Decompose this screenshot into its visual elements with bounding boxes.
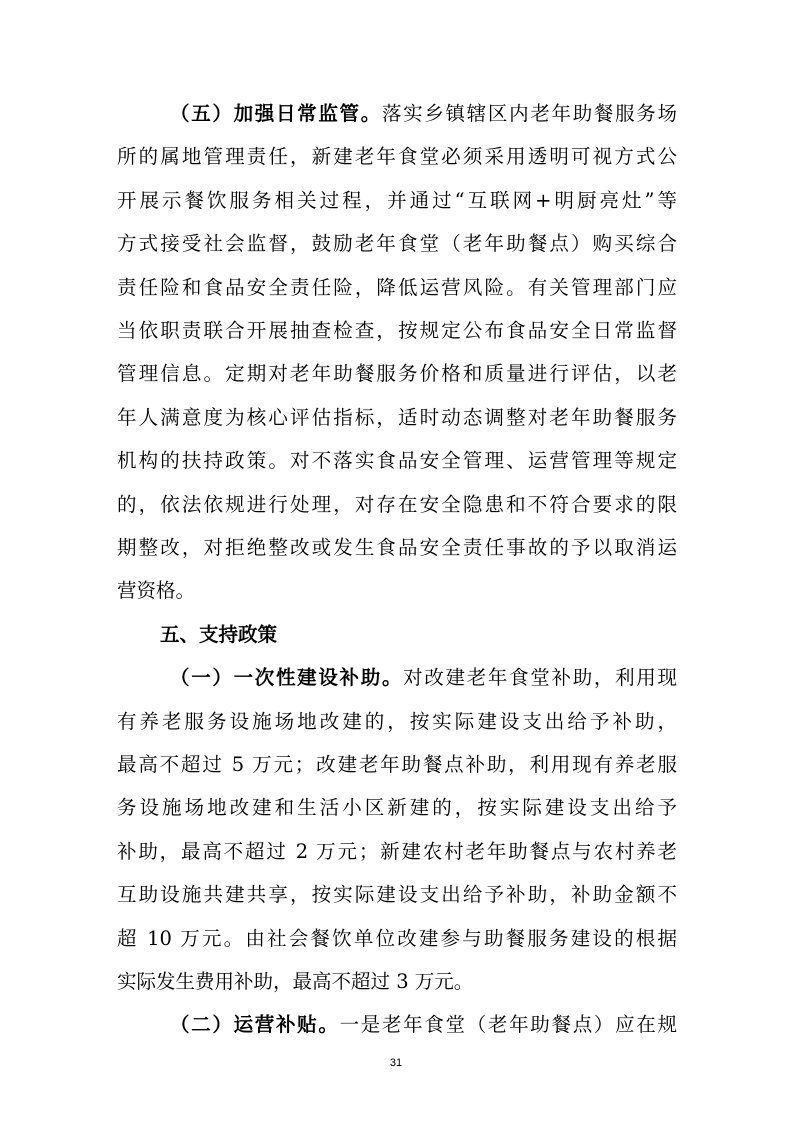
paragraph-line: 所的属地管理责任，新建老年食堂必须采用透明可视方式公 — [117, 145, 677, 169]
paragraph-line: 务设施场地改建和生活小区新建的，按实际建设支出给予 — [117, 796, 677, 820]
paragraph-line: 年人满意度为核心评估指标，适时动态调整对老年助餐服务 — [117, 405, 677, 429]
paragraph-line: 互助设施共建共享，按实际建设支出给予补助，补助金额不 — [117, 883, 677, 907]
paragraph-line: 超 10 万元。由社会餐饮单位改建参与助餐服务建设的根据 — [117, 926, 677, 950]
paragraph-line: 机构的扶持政策。对不落实食品安全管理、运营管理等规定 — [117, 449, 677, 473]
section5-line-1 — [170, 104, 677, 124]
paragraph-line: 补助，最高不超过 2 万元；新建农村老年助餐点与农村养老 — [117, 839, 677, 863]
paragraph-line: 管理信息。定期对老年助餐服务价格和质量进行评估，以老 — [117, 362, 677, 386]
page-number: 31 — [389, 1057, 403, 1069]
paragraph-line: 的，依法依规进行处理，对存在安全隐患和不符合要求的限 — [117, 492, 677, 516]
item1-heading: （一）一次性建设补助。 — [170, 666, 404, 690]
item1-line-1 — [170, 668, 677, 688]
paragraph-line: 营资格。 — [117, 579, 196, 603]
item2-line-1 — [170, 1015, 677, 1035]
item2-heading: （二）运营补贴。 — [170, 1013, 340, 1037]
paragraph-line: 开展示餐饮服务相关过程，并通过“互联网+明厨亮灶”等 — [117, 188, 677, 212]
paragraph-line: 有养老服务设施场地改建的，按实际建设支出给予补助， — [117, 709, 677, 733]
item2-text: 一是老年食堂（老年助餐点）应在规 — [339, 1013, 677, 1037]
section5-heading: （五）加强日常监管。 — [170, 102, 382, 125]
section-heading: 五、支持政策 — [160, 622, 278, 646]
paragraph-line: 实际发生费用补助，最高不超过 3 万元。 — [117, 970, 474, 993]
paragraph-line: 责任险和食品安全责任险，降低运营风险。有关管理部门应 — [117, 275, 677, 299]
paragraph-line: 当依职责联合开展抽查检查，按规定公布食品安全日常监督 — [117, 319, 677, 342]
section5-text: 落实乡镇辖区内老年助餐服务场 — [381, 102, 677, 125]
paragraph-line: 方式接受社会监督，鼓励老年食堂（老年助餐点）购买综合 — [117, 232, 677, 256]
item1-text: 对改建老年食堂补助，利用现 — [403, 666, 677, 690]
paragraph-line: 最高不超过 5 万元；改建老年助餐点补助，利用现有养老服 — [117, 753, 677, 776]
paragraph-line: 期整改，对拒绝整改或发生食品安全责任事故的予以取消运 — [117, 536, 677, 559]
